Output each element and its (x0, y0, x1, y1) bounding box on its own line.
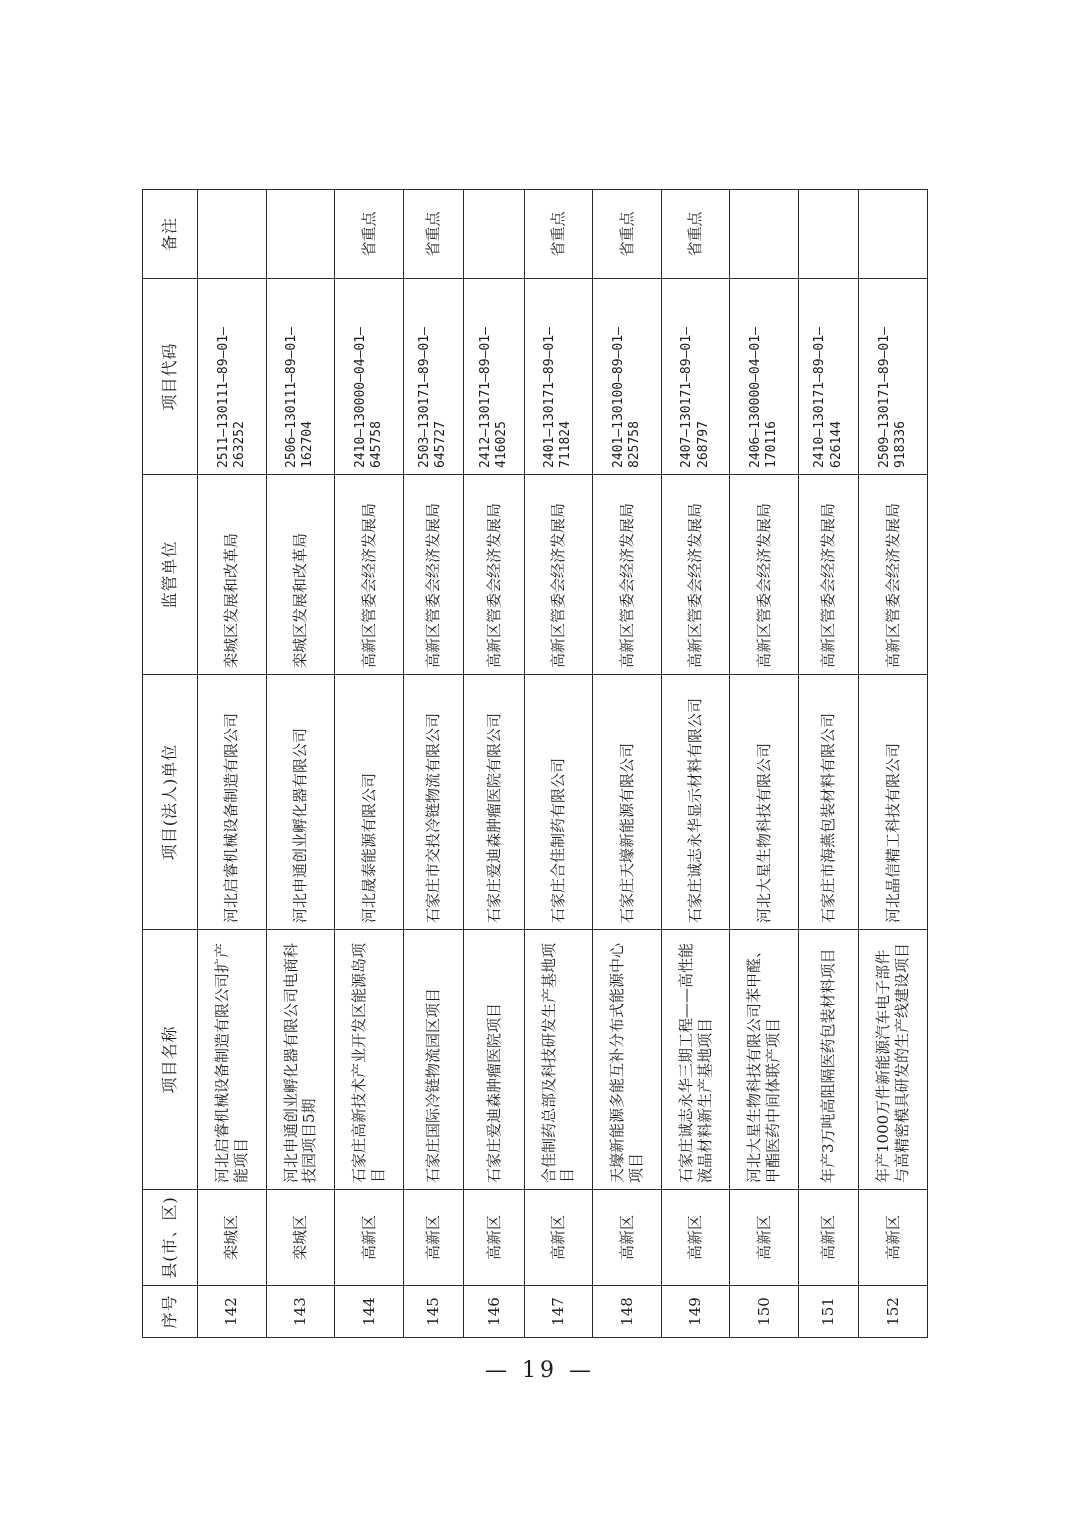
cell-county: 高新区 (403, 1190, 463, 1286)
cell-supervisor: 高新区管委会经济发展局 (524, 475, 593, 675)
table-header-row (143, 190, 198, 1338)
cell-remark (859, 190, 928, 279)
cell-county: 高新区 (730, 1190, 799, 1286)
cell-supervisor: 高新区管委会经济发展局 (464, 475, 524, 675)
table-row (464, 190, 524, 1338)
table-row (335, 190, 404, 1338)
table-row (859, 190, 928, 1338)
table-row (198, 190, 267, 1338)
cell-project-unit: 石家庄爱迪森肿瘤医院有限公司 (464, 675, 524, 930)
cell-project-code: 2503—130171—89—01—645727 (403, 279, 463, 475)
table-row (798, 190, 858, 1338)
header-serial-number: 序号 (143, 1286, 198, 1338)
cell-remark: 省重点 (524, 190, 593, 279)
header-project-unit: 项目(法人)单位 (143, 675, 198, 930)
cell-project-code: 2406—130000—04—01—170116 (730, 279, 799, 475)
cell-project-name: 河北启睿机械设备制造有限公司扩产能项目 (198, 930, 267, 1190)
cell-serial-number: 150 (730, 1286, 799, 1338)
cell-serial-number: 142 (198, 1286, 267, 1338)
cell-serial-number: 152 (859, 1286, 928, 1338)
cell-serial-number: 143 (266, 1286, 335, 1338)
cell-project-name: 年产1000万件新能源汽车电子部件与高精密模具研发的生产线建设项目 (859, 930, 928, 1190)
cell-project-unit: 石家庄市海燕包装材料有限公司 (798, 675, 858, 930)
cell-supervisor: 高新区管委会经济发展局 (859, 475, 928, 675)
cell-project-unit: 河北晶信精工科技有限公司 (859, 675, 928, 930)
table-row (524, 190, 593, 1338)
cell-county: 栾城区 (198, 1190, 267, 1286)
cell-project-unit: 石家庄诚志永华显示材料有限公司 (661, 675, 730, 930)
cell-county: 栾城区 (266, 1190, 335, 1286)
cell-county: 高新区 (524, 1190, 593, 1286)
cell-project-name: 天壕新能源多能互补分布式能源中心项目 (593, 930, 662, 1190)
cell-remark: 省重点 (661, 190, 730, 279)
cell-project-code: 2410—130000—04—01—645758 (335, 279, 404, 475)
table-row (593, 190, 662, 1338)
cell-remark (730, 190, 799, 279)
table-row (661, 190, 730, 1338)
cell-county: 高新区 (798, 1190, 858, 1286)
table-row (403, 190, 463, 1338)
cell-project-name: 年产3万吨高阻隔医药包装材料项目 (798, 930, 858, 1190)
cell-project-name: 合佳制药总部及科技研发生产基地项目 (524, 930, 593, 1190)
cell-project-name: 河北大星生物科技有限公司苯甲醛、甲酯医药中间体联产项目 (730, 930, 799, 1190)
cell-supervisor: 栾城区发展和改革局 (198, 475, 267, 675)
cell-supervisor: 高新区管委会经济发展局 (661, 475, 730, 675)
cell-county: 高新区 (464, 1190, 524, 1286)
cell-project-code: 2401—130171—89—01—711824 (524, 279, 593, 475)
cell-project-unit: 石家庄市交投冷链物流有限公司 (403, 675, 463, 930)
cell-project-unit: 河北申通创业孵化器有限公司 (266, 675, 335, 930)
cell-project-code: 2509—130171—89—01—918336 (859, 279, 928, 475)
cell-project-name: 石家庄高新技术产业开发区能源岛项目 (335, 930, 404, 1190)
cell-project-unit: 石家庄天壕新能源有限公司 (593, 675, 662, 930)
cell-project-code: 2511—130111—89—01—263252 (198, 279, 267, 475)
project-table (142, 189, 928, 1338)
header-remark: 备注 (143, 190, 198, 279)
cell-supervisor: 高新区管委会经济发展局 (335, 475, 404, 675)
cell-county: 高新区 (335, 1190, 404, 1286)
cell-serial-number: 146 (464, 1286, 524, 1338)
cell-serial-number: 144 (335, 1286, 404, 1338)
cell-county: 高新区 (661, 1190, 730, 1286)
header-supervisor: 监管单位 (143, 475, 198, 675)
cell-serial-number: 147 (524, 1286, 593, 1338)
cell-remark (198, 190, 267, 279)
cell-project-name: 石家庄诚志永华三期工程——高性能液晶材料新生产基地项目 (661, 930, 730, 1190)
cell-project-code: 2412—130171—89—01—416025 (464, 279, 524, 475)
cell-project-name: 石家庄国际冷链物流园区项目 (403, 930, 463, 1190)
cell-project-name: 河北申通创业孵化器有限公司电商科技园项目5期 (266, 930, 335, 1190)
header-county: 县(市、区) (143, 1190, 198, 1286)
cell-remark: 省重点 (335, 190, 404, 279)
cell-project-code: 2410—130171—89—01—626144 (798, 279, 858, 475)
cell-remark: 省重点 (593, 190, 662, 279)
cell-supervisor: 高新区管委会经济发展局 (403, 475, 463, 675)
header-project-name: 项目名称 (143, 930, 198, 1190)
cell-project-code: 2401—130100—89—01—825758 (593, 279, 662, 475)
table-row (266, 190, 335, 1338)
cell-county: 高新区 (859, 1190, 928, 1286)
cell-serial-number: 151 (798, 1286, 858, 1338)
header-project-code: 项目代码 (143, 279, 198, 475)
cell-supervisor: 栾城区发展和改革局 (266, 475, 335, 675)
cell-supervisor: 高新区管委会经济发展局 (798, 475, 858, 675)
cell-project-unit: 河北启睿机械设备制造有限公司 (198, 675, 267, 930)
cell-supervisor: 高新区管委会经济发展局 (730, 475, 799, 675)
cell-remark (464, 190, 524, 279)
cell-serial-number: 145 (403, 1286, 463, 1338)
cell-project-code: 2506—130111—89—01—162704 (266, 279, 335, 475)
cell-project-unit: 石家庄合佳制药有限公司 (524, 675, 593, 930)
table-row (730, 190, 799, 1338)
page-number: — 19 — (485, 1358, 595, 1383)
cell-project-name: 石家庄爱迪森肿瘤医院项目 (464, 930, 524, 1190)
cell-county: 高新区 (593, 1190, 662, 1286)
cell-project-code: 2407—130171—89—01—268797 (661, 279, 730, 475)
cell-supervisor: 高新区管委会经济发展局 (593, 475, 662, 675)
cell-remark (798, 190, 858, 279)
cell-serial-number: 148 (593, 1286, 662, 1338)
table-container (142, 190, 928, 1338)
cell-project-unit: 河北大星生物科技有限公司 (730, 675, 799, 930)
cell-serial-number: 149 (661, 1286, 730, 1338)
cell-project-unit: 河北晟泰能源有限公司 (335, 675, 404, 930)
cell-remark: 省重点 (403, 190, 463, 279)
cell-remark (266, 190, 335, 279)
